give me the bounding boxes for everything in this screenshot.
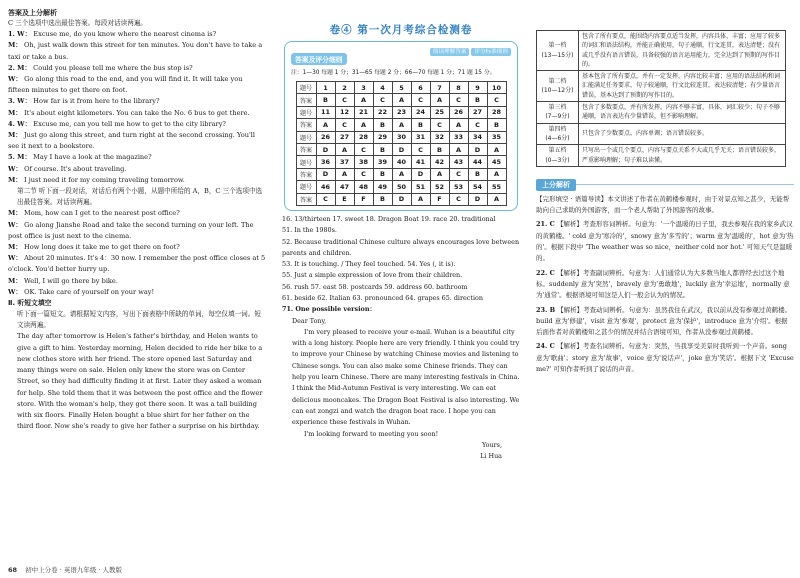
dialogue-text: Oh, just walk down this street for ten minutes. You don't have to take a taxi or take a bus. xyxy=(8,41,263,61)
rubric-level: 第二档 (10—12分) xyxy=(537,71,579,102)
essay-label: 71. One possible version： xyxy=(282,305,376,314)
key-cell: 35 xyxy=(487,131,506,143)
answer-tag-right xyxy=(428,47,511,55)
speaker-label: W： xyxy=(8,287,22,296)
section-intro: 听下面一篇短文。请根据短文内容，写出下面表格中所缺的单词，每空仅填一词。短文读两遍。 xyxy=(17,310,261,330)
key-cell: 48 xyxy=(354,181,373,193)
key-cell: 3 xyxy=(354,82,373,94)
analysis-item xyxy=(536,219,794,264)
sample-letter xyxy=(278,316,524,463)
dialogue-line xyxy=(8,130,266,152)
dialogue-text: Well, I will go there by bike. xyxy=(21,276,118,285)
key-cell: 47 xyxy=(335,181,354,193)
key-cell: 34 xyxy=(468,131,487,143)
key-row xyxy=(296,131,506,143)
tag-reading: 阅读理解答案 xyxy=(430,48,470,56)
key-cell: A xyxy=(392,119,411,131)
key-cell: B xyxy=(373,143,392,155)
rubric-row xyxy=(537,123,786,145)
key-cell: 23 xyxy=(392,106,411,118)
key-row-label: 答案 xyxy=(296,94,316,106)
key-cell: C xyxy=(468,119,487,131)
dialogue-line xyxy=(8,287,266,298)
dialogue-text: Of course. It's about traveling. xyxy=(22,164,127,173)
key-cell: 24 xyxy=(411,106,430,118)
dialogue-text: It's about eight kilometers. You can take the No. 6 bus to get there. xyxy=(21,108,250,117)
key-cell: A xyxy=(411,193,430,205)
key-cell: 54 xyxy=(468,181,487,193)
dialogue-line xyxy=(8,175,266,186)
key-row-label: 答案 xyxy=(296,119,316,131)
item-number: 21. C xyxy=(536,220,555,229)
key-cell: A xyxy=(316,119,335,131)
key-cell: D xyxy=(392,143,411,155)
key-cell: B xyxy=(411,119,430,131)
item-number: 24. C xyxy=(536,342,555,351)
key-cell: 22 xyxy=(373,106,392,118)
rubric-table xyxy=(536,30,786,167)
key-cell: A xyxy=(354,94,373,106)
key-cell: 46 xyxy=(316,181,335,193)
dialogue-text: Go along Jianshe Road and take the second turning on your left. The post office is just next to the cinema. xyxy=(8,220,254,240)
dialogue-line xyxy=(8,96,266,107)
key-cell: 29 xyxy=(373,131,392,143)
key-cell: A xyxy=(487,193,506,205)
key-cell: 1 xyxy=(316,82,335,94)
key-cell: 4 xyxy=(373,82,392,94)
answer-key-table xyxy=(296,81,507,206)
speaker-label: W： xyxy=(8,220,22,229)
dialogue-2 xyxy=(8,208,266,298)
key-row-label: 题号 xyxy=(296,106,316,118)
key-cell: A xyxy=(430,168,449,180)
letter-greeting: Dear Tony, xyxy=(292,316,327,325)
key-cell: 39 xyxy=(373,156,392,168)
key-row xyxy=(296,94,506,106)
key-row-label: 题号 xyxy=(296,82,316,94)
key-cell: C xyxy=(430,119,449,131)
analysis-item xyxy=(536,341,794,375)
rubric-desc: 包含了多数要点，并有所发挥，内容不够丰富、具体，词汇较少；句子不够通顺，语言表达有少量错误，但不影响理解。 xyxy=(579,102,786,124)
rubric-level: 第三档 (7—9分) xyxy=(537,102,579,124)
item-number: 22. C xyxy=(536,268,555,277)
key-cell: A xyxy=(392,94,411,106)
key-row xyxy=(296,119,506,131)
analysis-tag: 上分解析 xyxy=(536,179,576,191)
speaker-label: 2. M： xyxy=(8,63,32,72)
rubric-row xyxy=(537,102,786,124)
key-cell: B xyxy=(373,168,392,180)
rubric-row xyxy=(537,31,786,71)
key-row xyxy=(296,193,506,205)
key-cell: 43 xyxy=(449,156,468,168)
analysis-item xyxy=(536,305,794,339)
key-cell: 53 xyxy=(449,181,468,193)
key-cell: 11 xyxy=(316,106,335,118)
dialogue-line xyxy=(8,29,266,40)
key-cell: A xyxy=(449,119,468,131)
key-cell: B xyxy=(468,168,487,180)
key-cell: A xyxy=(392,168,411,180)
key-cell: 31 xyxy=(411,131,430,143)
key-cell: D xyxy=(411,168,430,180)
key-cell: 12 xyxy=(335,106,354,118)
intro-text: C 三个选项中选出最佳答案。每段对话读两遍。 xyxy=(8,19,148,27)
left-column xyxy=(0,0,272,578)
dialogue-line xyxy=(8,119,266,130)
key-cell: B xyxy=(373,193,392,205)
key-cell: 7 xyxy=(430,82,449,94)
listening-passage: The day after tomorrow is Helen's father's birthday, and Helen wants to give a gift to him. Yesterday morning, Helen decided to ride her bike to a new clothes store with her friend. The store opened last Saturday and many things were on sale. Helen only knew the store was on Center Street, so they had difficulty finding it at first. Later they asked a woman for help. She told them that it was between the post office and the flower store. With the woman's help, they got there soon. It was a tall building with six floors. Finally Helen bought a blue shirt for her father on the third floor. Now she's ready to give her father a surprise on his birthday. xyxy=(17,332,263,431)
key-cell: 38 xyxy=(354,156,373,168)
fill-line: 53. It is touching. / They feel touched. 54. Yes (, it is). xyxy=(282,260,456,269)
fill-line: 52. Because traditional Chinese culture always encourages love between parents and children. xyxy=(282,237,520,257)
page-footer xyxy=(8,565,122,574)
key-row-label: 答案 xyxy=(296,193,316,205)
letter-sign-1: Yours, xyxy=(482,440,502,449)
tag-scoring: 评分标准细则 xyxy=(471,48,511,56)
key-cell: B xyxy=(373,119,392,131)
key-cell: 36 xyxy=(316,156,335,168)
key-cell: 51 xyxy=(411,181,430,193)
speaker-label: 4. W： xyxy=(8,119,32,128)
letter-sign-2: Li Hua xyxy=(480,452,502,461)
key-row xyxy=(296,82,506,94)
fill-line: 56. rush 57. east 58. postcards 59. address 60. bathroom xyxy=(282,282,468,291)
speaker-label: W： xyxy=(8,254,22,263)
item-text: 【解析】考查形容词辨析。句意为：'一个温暖的日子里，我去参观在我的家乡武汉的黄鹤楼。' cold 意为'寒冷的'，snowy 意为'多雪的'；warm 意为'温暖的'，hot 意为'热的'。根据下段中 'The weather was so nice，neither cold nor hot.' 可知天气是温暖的。 xyxy=(536,220,794,263)
key-cell: 8 xyxy=(449,82,468,94)
key-cell: 2 xyxy=(335,82,354,94)
key-cell: 50 xyxy=(392,181,411,193)
key-cell: 6 xyxy=(411,82,430,94)
dialogue-text: Mom, how can I get to the nearest post office? xyxy=(21,209,180,218)
key-cell: 40 xyxy=(392,156,411,168)
speaker-label: M： xyxy=(8,276,22,285)
speaker-label: W： xyxy=(8,75,22,84)
key-row xyxy=(296,181,506,193)
key-cell: D xyxy=(468,143,487,155)
key-cell: 10 xyxy=(487,82,506,94)
speaker-label: W： xyxy=(8,164,22,173)
speaker-label: 5. M： xyxy=(8,153,32,162)
speaker-label: 1. W： xyxy=(8,30,32,39)
item-text: 【解析】考查名词辨析。句意为：突然，当我享受美景时我听到一个声音。song 意为'歌曲'；story 意为'故事'，voice 意为'说话声'，joke 意为'笑话'。根据下文 'Excuse me?' 可知作者听到了说话的声音。 xyxy=(536,342,794,374)
key-cell: 30 xyxy=(392,131,411,143)
key-cell: B xyxy=(487,119,506,131)
dialogue-text: How far is it from here to the library? xyxy=(31,97,160,106)
answer-box xyxy=(284,41,518,211)
rubric-row xyxy=(537,145,786,167)
key-cell: D xyxy=(392,193,411,205)
key-cell: C xyxy=(449,193,468,205)
dialogue-text: About 20 minutes. It's 4：30 now. I remember the post office closes at 5 o'clock. You'd better hurry up. xyxy=(8,254,266,274)
key-cell: D xyxy=(468,193,487,205)
middle-column xyxy=(276,0,526,578)
dialogue-line xyxy=(8,152,266,163)
key-cell: C xyxy=(354,168,373,180)
answer-tag: 答案及评分细则 xyxy=(291,53,347,65)
speaker-label: M： xyxy=(8,243,22,252)
key-cell: A xyxy=(335,168,354,180)
dialogue-text: Go along this road to the end, and you will find it. It will take you fifteen minutes to get there on foot. xyxy=(8,75,243,95)
dialogue-text: May I have a look at the magazine? xyxy=(31,153,152,162)
key-cell: C xyxy=(335,119,354,131)
item-text: 【解析】考查副词辨析。句意为：人们通常认为大多数当地人都曾经去过这个地标。suddenly 意为'突然'，bravely 意为'勇敢地'，luckily 意为'幸运地'，normally 意为'通常'。根据语境可知这是人们一般会认为的情况。 xyxy=(536,268,790,300)
key-cell: B xyxy=(468,94,487,106)
dialogue-line xyxy=(8,276,266,287)
key-cell: C xyxy=(449,168,468,180)
speaker-label: M： xyxy=(8,175,22,184)
key-row xyxy=(296,168,506,180)
key-cell: A xyxy=(335,143,354,155)
dialogue-text: How long does it take me to get there on foot? xyxy=(21,243,180,252)
key-cell: D xyxy=(316,143,335,155)
dialogue-text: I just need it for my coming traveling tomorrow. xyxy=(21,175,185,184)
dialogue-text: Just go along this street, and turn right at the second crossing. You'll see it next to a bookstore. xyxy=(8,131,256,151)
key-cell: C xyxy=(449,94,468,106)
rubric-desc: 只写出一个或几个要点，内容与要点关系不大或几乎无关；语言错误较多，严重影响理解；句子难以读懂。 xyxy=(579,145,786,167)
speaker-label: M： xyxy=(8,209,22,218)
item-text: 【解析】考查动词辨析。句意为：虽然我住在武汉，我以前从没有参观过黄鹤楼。build 意为'修建'，visit 意为'参观'，protect 意为'保护'，introduce 意为'介绍'。根据后面作者对黄鹤楼知之甚少的情况并结合语境可知，作者从没参观过黄鹤楼。 xyxy=(536,305,792,337)
key-cell: B xyxy=(316,94,335,106)
key-cell: 42 xyxy=(430,156,449,168)
key-row xyxy=(296,143,506,155)
dialogue-line xyxy=(8,242,266,253)
rubric-level: 第五档 (0—3分) xyxy=(537,145,579,167)
fill-answers xyxy=(278,214,524,304)
key-cell: A xyxy=(354,119,373,131)
fill-line: 16. 13/thirteen 17. sweet 18. Dragon Boat 19. race 20. traditional xyxy=(282,214,496,223)
key-cell: C xyxy=(335,94,354,106)
page-header: 答案及上分解析 xyxy=(8,9,57,17)
rubric-desc: 只包含了少数要点，内容单调；语言错误较多。 xyxy=(579,123,786,145)
key-cell: 55 xyxy=(487,181,506,193)
score-note: 注：1—30 每题 1 分；31—65 每题 2 分；66—70 每题 1 分；71 题 15 分。 xyxy=(291,70,496,76)
key-cell: 49 xyxy=(373,181,392,193)
dialogue-line xyxy=(8,253,266,275)
section-title: Ⅱ. 听短文填空 xyxy=(8,299,52,308)
analysis-items xyxy=(536,219,794,375)
dialogue-1 xyxy=(8,29,266,186)
rubric-level: 第一档 (13—15分) xyxy=(537,31,579,71)
key-cell: 33 xyxy=(449,131,468,143)
key-cell: C xyxy=(316,193,335,205)
key-cell: E xyxy=(335,193,354,205)
rubric-row xyxy=(537,71,786,102)
key-cell: 26 xyxy=(316,131,335,143)
key-cell: 9 xyxy=(468,82,487,94)
key-cell: C xyxy=(411,94,430,106)
key-row-label: 题号 xyxy=(296,156,316,168)
item-number: 23. B xyxy=(536,305,556,314)
key-cell: 27 xyxy=(335,131,354,143)
key-cell: B xyxy=(430,143,449,155)
key-row-label: 题号 xyxy=(296,181,316,193)
dialogue-line xyxy=(8,108,266,119)
key-cell: D xyxy=(316,168,335,180)
fill-line: 61. beside 62. Italian 63. pronounced 64. grapes 65. direction xyxy=(282,293,483,302)
fill-line: 55. Just a simple expression of love from their children. xyxy=(282,271,463,280)
dialogue-line xyxy=(8,40,266,62)
key-cell: A xyxy=(430,94,449,106)
key-row-label: 答案 xyxy=(296,143,316,155)
key-cell: 32 xyxy=(430,131,449,143)
key-cell: C xyxy=(354,143,373,155)
key-cell: 45 xyxy=(487,156,506,168)
key-cell: 44 xyxy=(468,156,487,168)
speaker-label: M： xyxy=(8,131,22,140)
key-cell: 28 xyxy=(487,106,506,118)
dialogue-text: Excuse me, can you tell me how to get to the city library? xyxy=(31,119,226,128)
unit-title: 卷④ 第一次月考综合检测卷 xyxy=(329,24,473,36)
dialogue-text: Could you please tell me where the bus stop is? xyxy=(31,63,193,72)
key-cell: 25 xyxy=(430,106,449,118)
part2-intro: 第二节 听下面一段对话，对话后有两个小题，从题中所给的 A，B，C 三个选项中选出最佳答案。对话读两遍。 xyxy=(17,187,263,207)
key-row xyxy=(296,106,506,118)
key-cell: 52 xyxy=(430,181,449,193)
key-row xyxy=(296,156,506,168)
key-cell: 21 xyxy=(354,106,373,118)
passage-intro: 【完形填空 · 语篇导读】本文讲述了作者在黄鹤楼参观时，由于对景点知之甚少，无能帮助向自己求助的外国游客，而一个老人帮助了外国游客的故事。 xyxy=(536,194,790,215)
key-cell: 5 xyxy=(392,82,411,94)
dialogue-text: OK. Take care of yourself on your way! xyxy=(22,287,155,296)
key-row-label: 题号 xyxy=(296,131,316,143)
key-cell: C xyxy=(373,94,392,106)
dialogue-line xyxy=(8,220,266,242)
dialogue-line xyxy=(8,208,266,219)
key-cell: 26 xyxy=(449,106,468,118)
key-cell: 37 xyxy=(335,156,354,168)
key-cell: A xyxy=(487,168,506,180)
dialogue-text: Excuse me, do you know where the nearest cinema is? xyxy=(31,30,217,39)
speaker-label: M： xyxy=(8,108,22,117)
divider xyxy=(576,184,794,185)
key-cell: F xyxy=(430,193,449,205)
key-cell: A xyxy=(487,143,506,155)
dialogue-line xyxy=(8,63,266,74)
speaker-label: M： xyxy=(8,41,22,50)
key-cell: 28 xyxy=(354,131,373,143)
book-title: 初中上分卷 · 英语九年级 · 人教版 xyxy=(25,566,123,574)
analysis-bar xyxy=(536,179,794,191)
key-cell: C xyxy=(411,143,430,155)
key-cell: F xyxy=(354,193,373,205)
key-cell: 27 xyxy=(468,106,487,118)
dialogue-line xyxy=(8,164,266,175)
fill-line: 51. In the 1980s. xyxy=(282,226,337,235)
letter-body: I'm very pleased to receive your e-mail. Wuhan is a beautiful city with a long history. People here are very friendly. I think you could try to improve your Chinese by watching Chinese movies and listening to Chinese songs. You can also make some Chinese friends. They can help you learn Chinese. There are many interesting festivals in China. I think the Mid-Autumn Festival is very interesting. We can eat delicious mooncakes. The Dragon Boat Festival is also interesting. We can eat zongzi and watch the dragon boat race. I hope you can experience these festivals in Wuhan. xyxy=(292,327,520,427)
key-cell: 41 xyxy=(411,156,430,168)
dialogue-line xyxy=(8,74,266,96)
rubric-desc: 包含了所有要点，能围绕内容要点适当发挥，内容具体、丰富；应用了较多的词汇和语法结构，并能正确使用，句子通顺，行文连贯，表达清楚；没有或几乎没有语言错误，具备较强的语言运用能力，完全达到了预期的写作目的。 xyxy=(579,31,786,71)
page-number: 68 xyxy=(8,566,18,574)
rubric-level: 第四档 (4—6分) xyxy=(537,123,579,145)
speaker-label: 3. W： xyxy=(8,97,32,106)
letter-close: I'm looking forward to meeting you soon! xyxy=(304,429,439,438)
key-cell: A xyxy=(449,143,468,155)
right-column xyxy=(530,0,800,578)
key-cell: C xyxy=(487,94,506,106)
rubric-desc: 基本包含了所有要点，并有一定发挥，内容比较丰富；应用的语法结构和词汇能满足任务要求，句子较通顺，行文比较连贯，表达较清楚；有少量语言错误，基本达到了预期的写作目的。 xyxy=(579,71,786,102)
key-row-label: 答案 xyxy=(296,168,316,180)
analysis-item xyxy=(536,268,794,302)
